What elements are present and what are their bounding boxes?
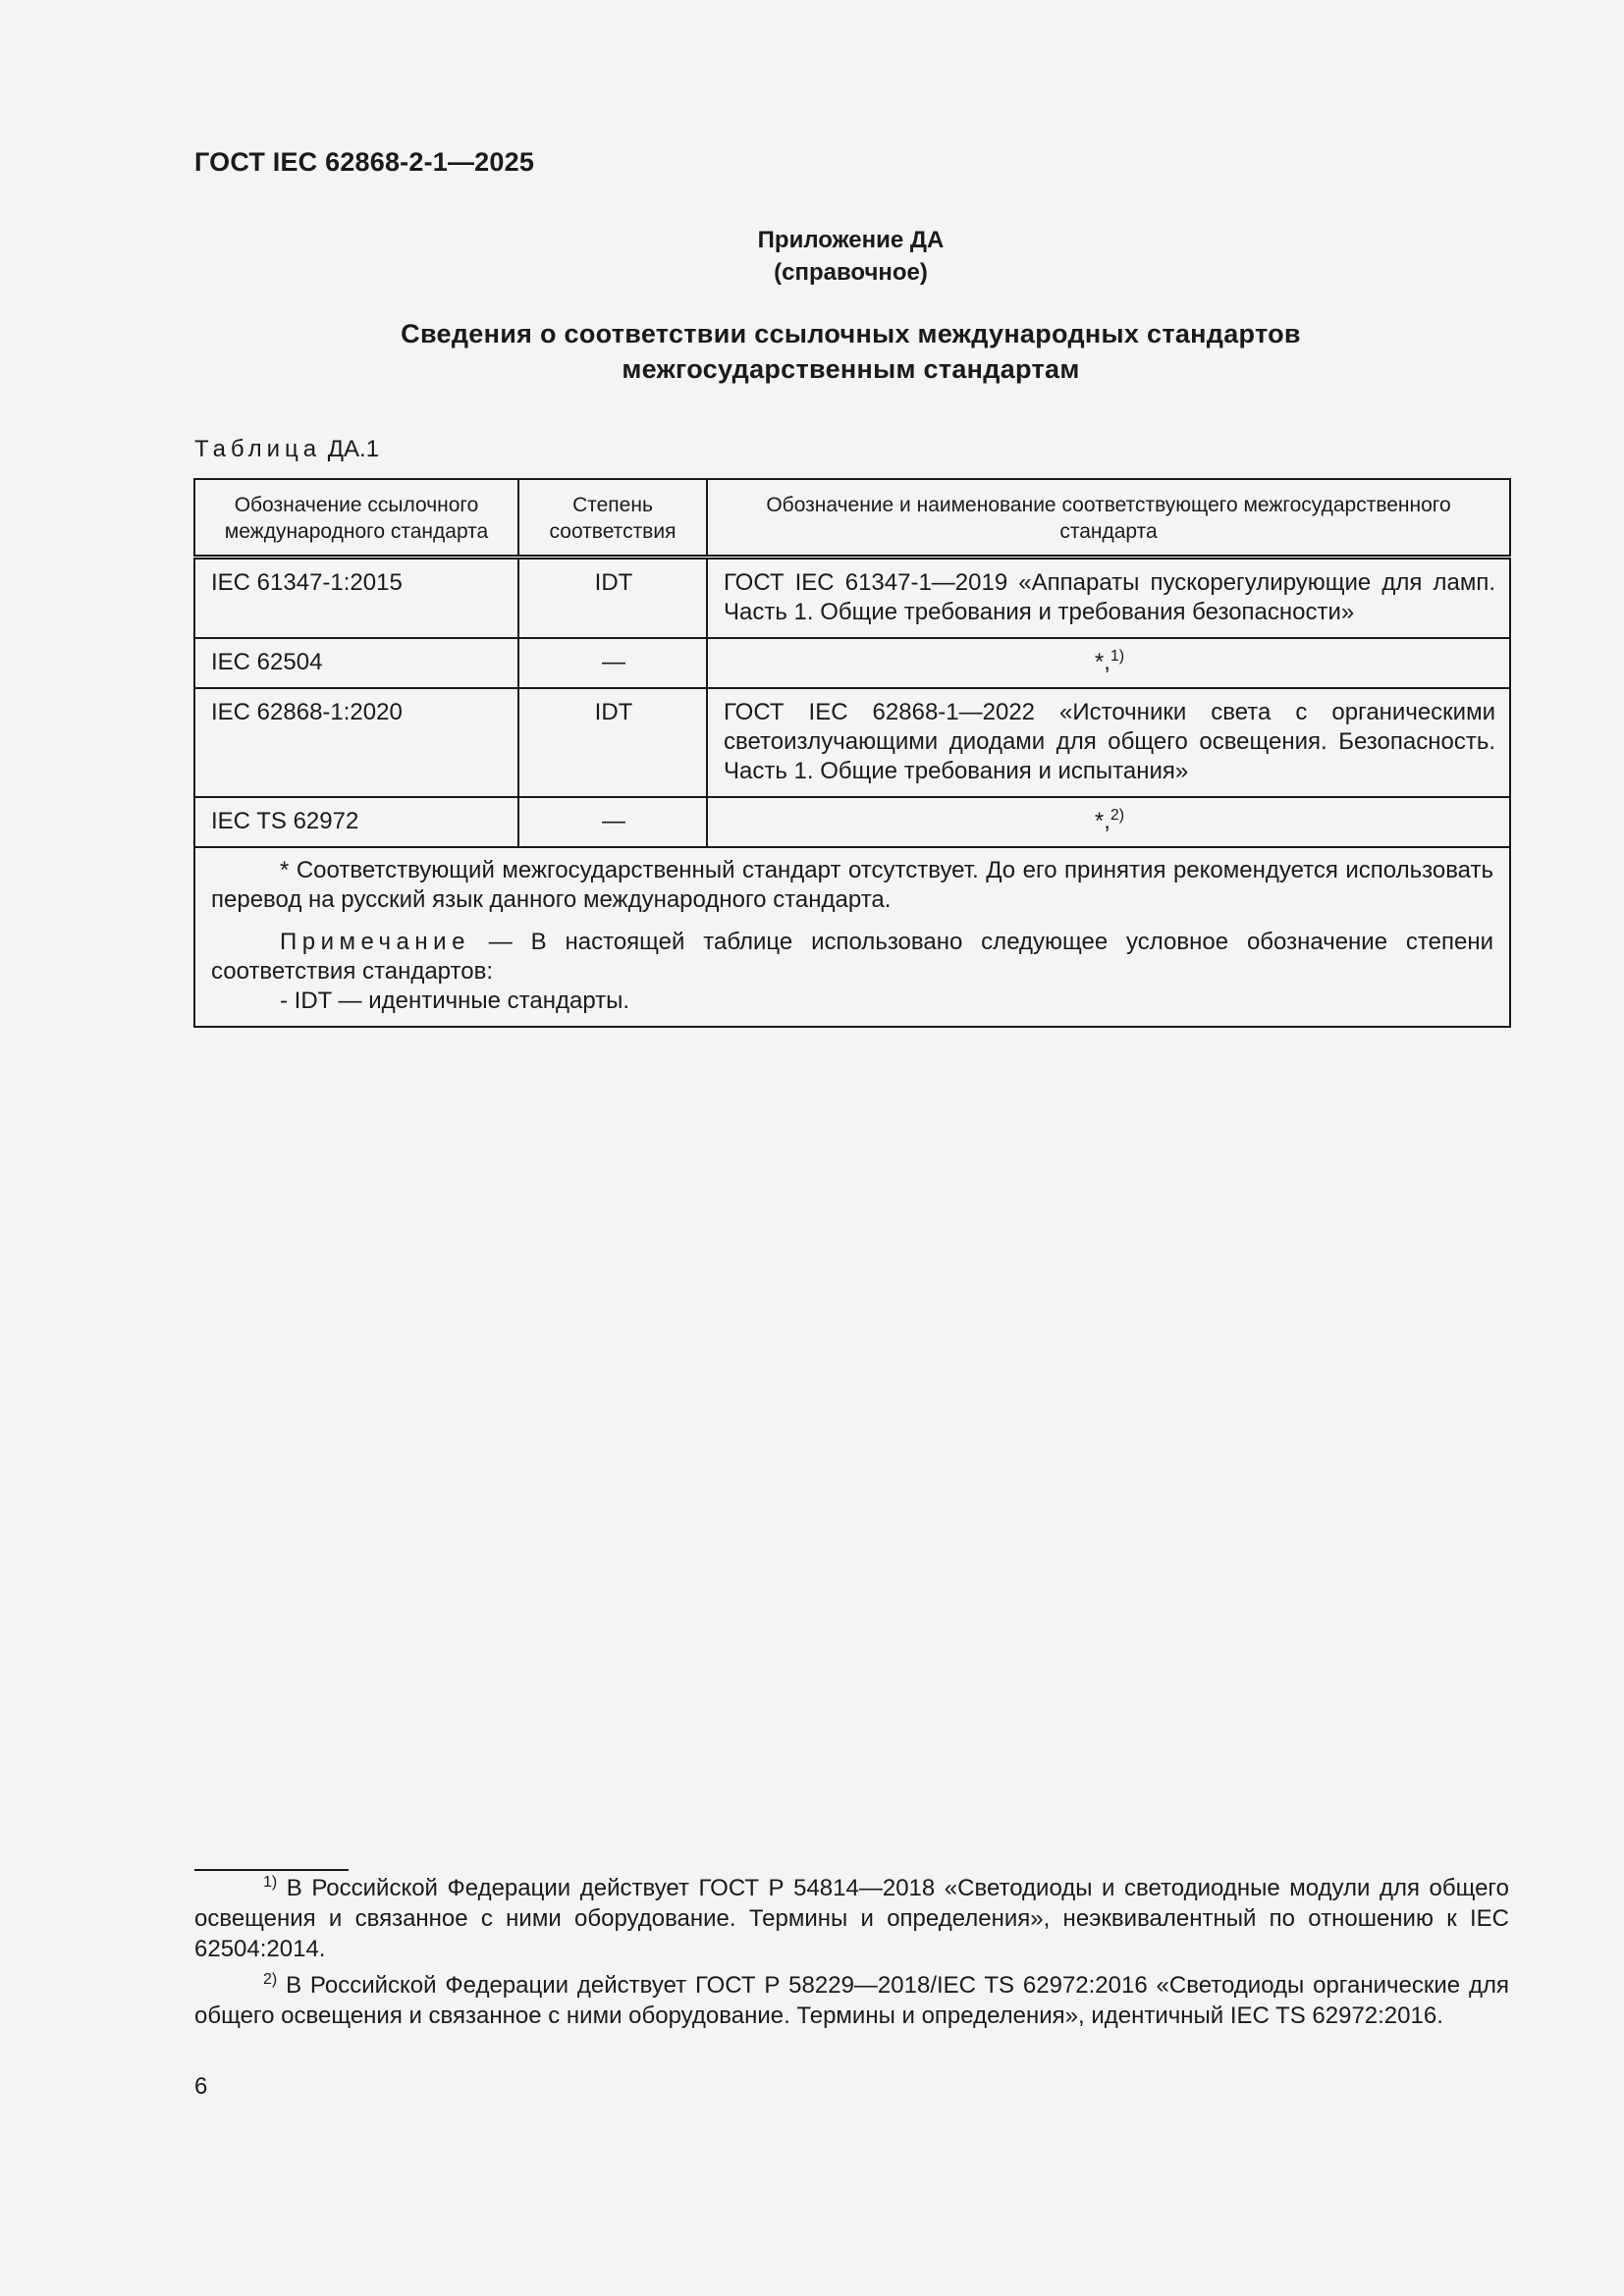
table-caption [194, 436, 379, 463]
cell-gost [707, 797, 1510, 847]
footnote-text: В Российской Федерации действует ГОСТ Р 58229—2018/IEC TS 62972:2016 «Светодиоды органические для общего освещения и связанное с ними оборудование. Термины и определения», идентичный IEC TS 62972:2016. [194, 1972, 1509, 2029]
cell-ref: IEC 62868-1:2020 [194, 688, 518, 797]
cell-gost-text: *, [1094, 808, 1110, 834]
appendix-title: Приложение ДА [757, 227, 945, 253]
footnote-2 [194, 1970, 1509, 2031]
table-row [194, 558, 1510, 639]
table-row [194, 797, 1510, 847]
cell-gost [707, 638, 1510, 688]
note-label: Примечание [280, 929, 470, 955]
note-paragraph [211, 928, 1493, 987]
footnote-ref-1: 1) [1110, 648, 1125, 665]
cell-degree: IDT [518, 558, 707, 639]
section-title-line-2: межгосударственным стандартам [622, 354, 1080, 384]
page-number: 6 [194, 2073, 208, 2100]
asterisk-note: * Соответствующий межгосударственный стандарт отсутствует. До его принятия рекомендуется использовать перевод на русский язык данного международного стандарта. [211, 857, 1493, 913]
cell-degree: IDT [518, 688, 707, 797]
header-degree: Степень соответствия [518, 479, 707, 558]
cell-ref: IEC 61347-1:2015 [194, 558, 518, 639]
appendix-heading [0, 224, 1624, 289]
appendix-status: (справочное) [774, 259, 928, 286]
note-text: — В настоящей таблице использовано следующее условное обозначение степени соответствия стандартов: [211, 929, 1493, 985]
table-notes [194, 847, 1510, 1027]
cell-ref: IEC TS 62972 [194, 797, 518, 847]
table-caption-word: Таблица [194, 436, 322, 462]
section-title-line-1: Сведения о соответствии ссылочных международных стандартов [401, 319, 1301, 348]
cell-gost: ГОСТ IEC 61347-1—2019 «Аппараты пускорегулирующие для ламп. Часть 1. Общие требования и требования безопасности» [707, 558, 1510, 639]
table-header-row [194, 479, 1510, 558]
header-gost: Обозначение и наименование соответствующего межгосударственного стандарта [707, 479, 1510, 558]
cell-degree: — [518, 638, 707, 688]
footnote-mark: 2) [263, 1971, 278, 1988]
table-row [194, 688, 1510, 797]
table-row [194, 638, 1510, 688]
footnote-divider [194, 1869, 349, 1871]
table-notes-row [194, 847, 1510, 1027]
footnote-mark: 1) [263, 1874, 278, 1891]
cell-degree: — [518, 797, 707, 847]
cell-ref: IEC 62504 [194, 638, 518, 688]
note-item: - IDT — идентичные стандарты. [280, 988, 630, 1014]
document-header: ГОСТ IEC 62868-2-1—2025 [194, 147, 535, 177]
cell-gost: ГОСТ IEC 62868-1—2022 «Источники света с органическими светоизлучающими диодами для общего освещения. Безопасность. Часть 1. Общие требования и испытания» [707, 688, 1510, 797]
cell-gost-text: *, [1094, 649, 1110, 675]
header-ref-standard: Обозначение ссылочного международного стандарта [194, 479, 518, 558]
footnote-text: В Российской Федерации действует ГОСТ Р 54814—2018 «Светодиоды и светодиодные модули для общего освещения и связанное с ними оборудование. Термины и определения», неэквивалентный по отношению к IEC 62504:2014. [194, 1875, 1509, 1962]
table-caption-number: ДА.1 [327, 436, 380, 462]
footnote-ref-2: 2) [1110, 807, 1125, 824]
footnote-1 [194, 1873, 1509, 1964]
section-title [0, 316, 1624, 387]
correspondence-table [193, 478, 1511, 1028]
